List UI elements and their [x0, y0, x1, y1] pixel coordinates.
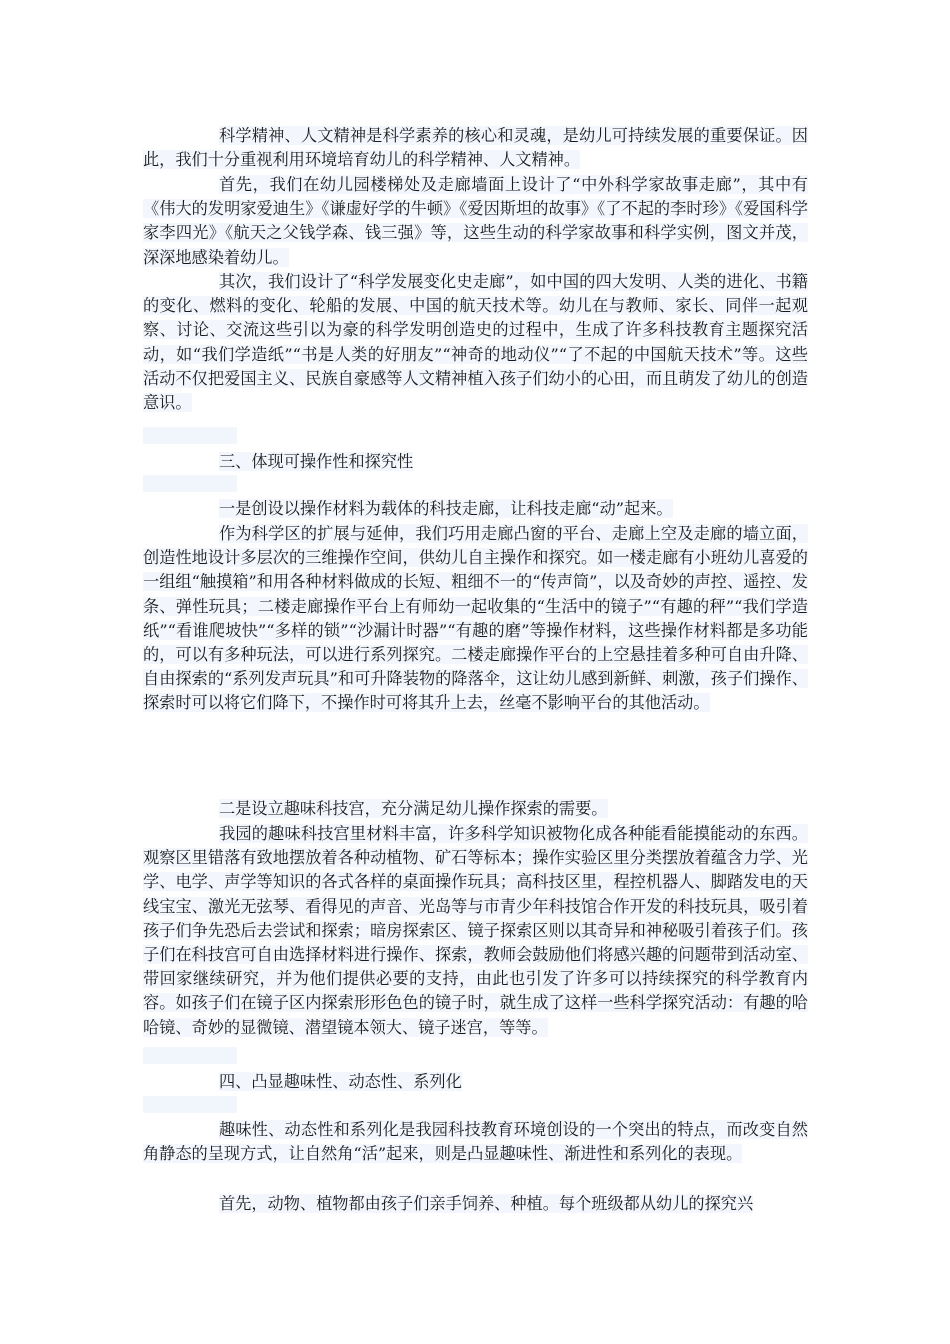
section-heading-4: [143, 1070, 808, 1094]
blank-line: [143, 475, 237, 492]
blank-line: [143, 427, 237, 444]
paragraph-1: [143, 124, 808, 172]
section-heading-4-text: 四、凸显趣味性、动态性、系列化: [219, 1072, 462, 1091]
paragraph-3-text: 其次，我们设计了“科学发展变化史走廊”，如中国的四大发明、人类的进化、书籍的变化、燃料的变化、轮船的发展、中国的航天技术等。幼儿在与教师、家长、同伴一起观察、讨论、交流这些引以为豪的科学发明创造史的过程中，生成了许多科技教育主题探究活动，如“我们学造纸”“书是人类的好朋友”“神奇的地动仪”“了不起的中国航天技术”等。这些活动不仅把爱国主义、民族自豪感等人文精神植入孩子们幼小的心田，而且萌发了幼儿的创造意识。: [143, 272, 808, 413]
paragraph-2-text: 首先，我们在幼儿园楼梯处及走廊墙面上设计了“中外科学家故事走廊”，其中有《伟大的发明家爱迪生》《谦虚好学的牛顿》《爱因斯坦的故事》《了不起的李时珍》《爱国科学家李四光》《航天之父钱学森、钱三强》等，这些生动的科学家故事和科学实例，图文并茂，深深地感染着幼儿。: [143, 175, 808, 267]
paragraph-5: [143, 522, 808, 716]
paragraph-8-text: 趣味性、动态性和系列化是我园科技教育环境创设的一个突出的特点，而改变自然角静态的呈现方式，让自然角“活”起来，则是凸显趣味性、渐进性和系列化的表现。: [143, 1120, 808, 1164]
paragraph-8: [143, 1118, 808, 1166]
paragraph-6-text: 二是设立趣味科技宫，充分满足幼儿操作探索的需要。: [219, 799, 608, 818]
paragraph-7-text: 我园的趣味科技宫里材料丰富，许多科学知识被物化成各种能看能摸能动的东西。观察区里错落有致地摆放着各种动植物、矿石等标本；操作实验区里分类摆放着蕴含力学、光学、电学、声学等知识的各式各样的桌面操作玩具；高科技区里，程控机器人、脚踏发电的天线宝宝、激光无弦琴、看得见的声音、光岛等与市青少年科技馆合作开发的科技玩具，吸引着孩子们争先恐后去尝试和探索；暗房探索区、镜子探索区则以其奇异和神秘吸引着孩子们。孩子们在科技宫可自由选择材料进行操作、探索，教师会鼓励他们将感兴趣的问题带到活动室、带回家继续研究，并为他们提供必要的支持，由此也引发了许多可以持续探究的科学教育内容。如孩子们在镜子区内探索形形色色的镜子时，就生成了这样一些科学探究活动：有趣的哈哈镜、奇妙的显微镜、潜望镜本领大、镜子迷宫，等等。: [143, 824, 808, 1037]
paragraph-7: [143, 822, 808, 1040]
blank-line: [143, 1096, 237, 1113]
section-heading-3: [143, 450, 808, 474]
paragraph-6: [143, 797, 808, 821]
paragraph-9-text: 首先，动物、植物都由孩子们亲手饲养、种植。每个班级都从幼儿的探究兴: [219, 1194, 754, 1213]
blank-line: [143, 1047, 237, 1064]
paragraph-3: [143, 270, 808, 415]
paragraph-4: [143, 497, 808, 521]
paragraph-5-text: 作为科学区的扩展与延伸，我们巧用走廊凸窗的平台、走廊上空及走廊的墙立面，创造性地设计多层次的三维操作空间，供幼儿自主操作和探究。如一楼走廊有小班幼儿喜爱的一组组“触摸箱”和用各种材料做成的长短、粗细不一的“传声筒”，以及奇妙的声控、遥控、发条、弹性玩具；二楼走廊操作平台上有师幼一起收集的“生活中的镜子”“有趣的秤”“我们学造纸”“看谁爬坡快”“多样的锁”“沙漏计时器”“有趣的磨”等操作材料，这些操作材料都是多功能的，可以有多种玩法，可以进行系列探究。二楼走廊操作平台的上空悬挂着多种可自由升降、自由探索的“系列发声玩具”和可升降装物的降落伞，这让幼儿感到新鲜、刺激，孩子们操作、探索时可以将它们降下，不操作时可将其升上去，丝毫不影响平台的其他活动。: [143, 524, 808, 713]
paragraph-4-text: 一是创设以操作材料为载体的科技走廊，让科技走廊“动”起来。: [219, 499, 673, 518]
paragraph-2: [143, 173, 808, 270]
paragraph-9: [143, 1192, 808, 1216]
paragraph-1-text: 科学精神、人文精神是科学素养的核心和灵魂，是幼儿可持续发展的重要保证。因此，我们十分重视利用环境培育幼儿的科学精神、人文精神。: [143, 126, 808, 170]
section-heading-3-text: 三、体现可操作性和探究性: [219, 452, 414, 471]
